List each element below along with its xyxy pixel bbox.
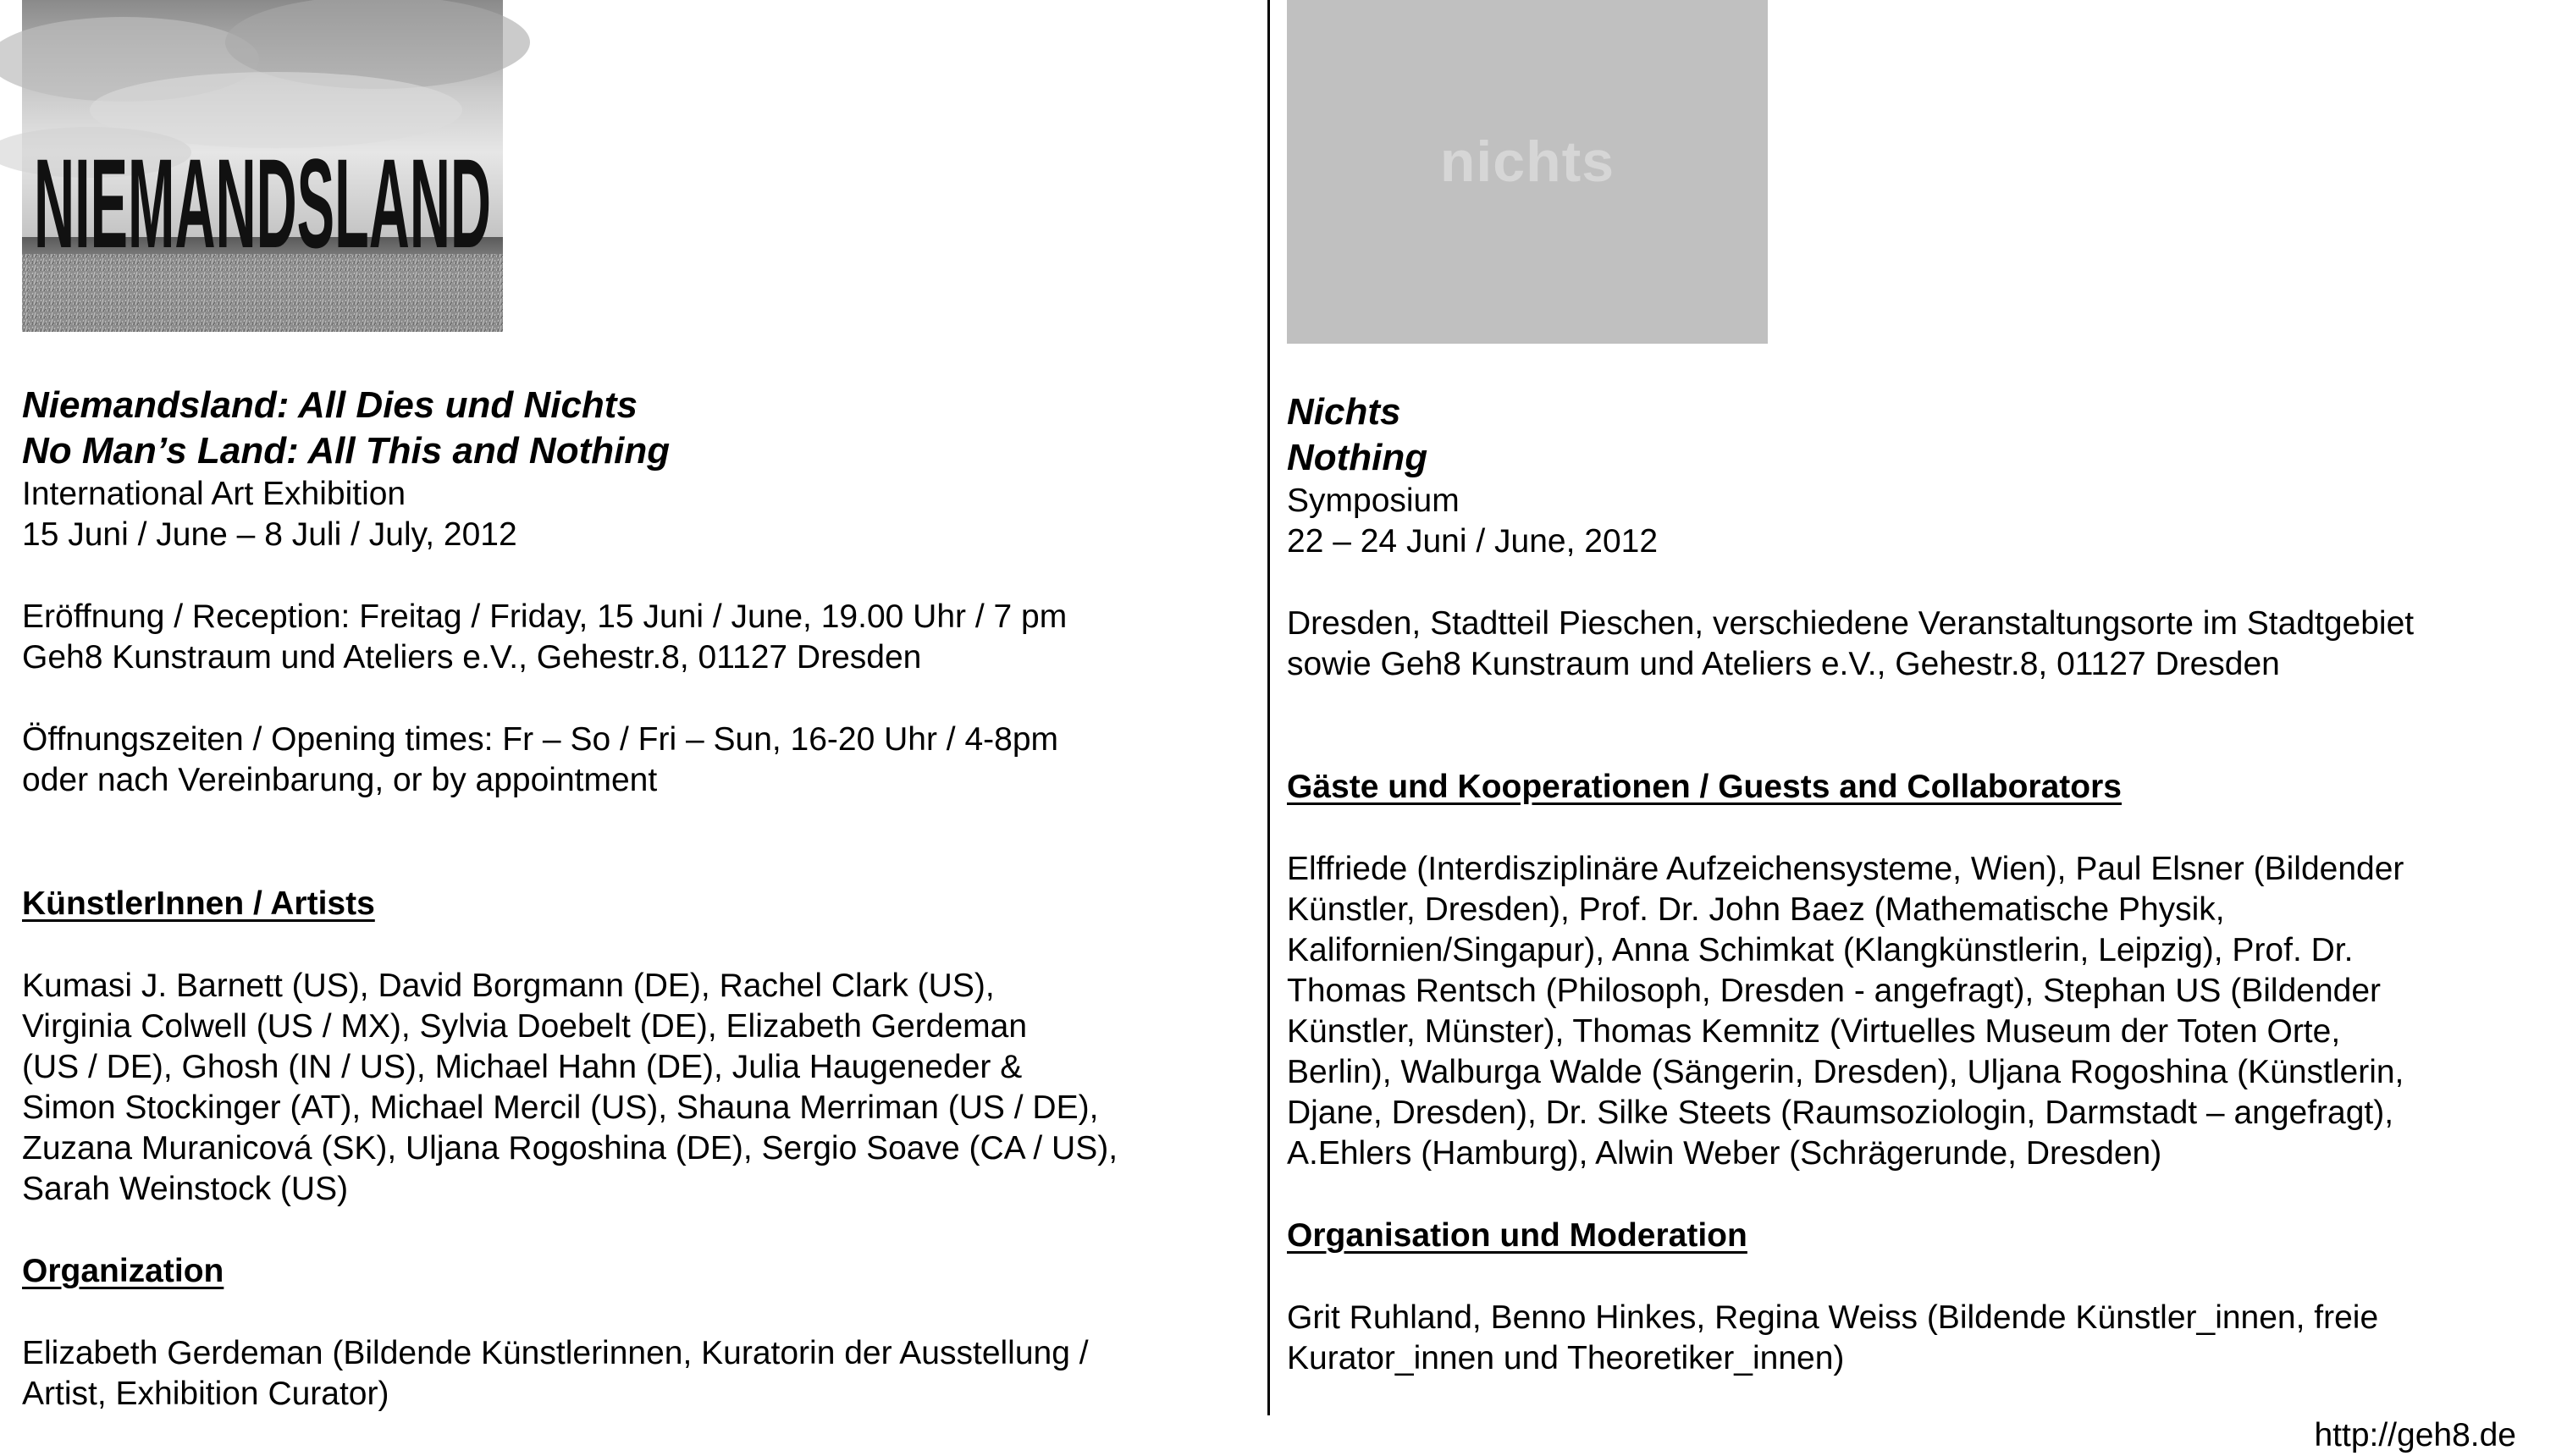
- website-link[interactable]: http://geh8.de: [2314, 1417, 2516, 1453]
- artists-list-line: Simon Stockinger (AT), Michael Mercil (US), Shauna Merriman (US / DE),: [22, 1089, 1099, 1126]
- symposium-column: [1287, 0, 2540, 1449]
- guests-list-line: Berlin), Walburga Walde (Sängerin, Dresden), Uljana Rogoshina (Künstlerin,: [1287, 1054, 2404, 1090]
- guests-list-line: Elffriede (Interdisziplinäre Aufzeichensysteme, Wien), Paul Elsner (Bildender: [1287, 851, 2404, 887]
- organization-heading: Organization: [22, 1253, 224, 1289]
- organization-line: Elizabeth Gerdeman (Bildende Künstlerinnen, Kuratorin der Ausstellung /: [22, 1335, 1089, 1371]
- exhibition-column: [22, 0, 1250, 1449]
- guests-list-line: Djane, Dresden), Dr. Silke Steets (Raumsoziologin, Darmstadt – angefragt),: [1287, 1095, 2394, 1131]
- exhibition-title-de: Niemandsland: All Dies und Nichts: [22, 384, 638, 426]
- organization-line: Artist, Exhibition Curator): [22, 1376, 389, 1412]
- artists-list-line: (US / DE), Ghosh (IN / US), Michael Hahn (DE), Julia Haugeneder &: [22, 1049, 1023, 1085]
- artists-list-line: Zuzana Muranicová (SK), Uljana Rogoshina (DE), Sergio Soave (CA / US),: [22, 1130, 1118, 1166]
- moderation-line: Kurator_innen und Theoretiker_innen): [1287, 1340, 1845, 1376]
- exhibition-title-en: No Man’s Land: All This and Nothing: [22, 430, 671, 472]
- artists-list-line: Kumasi J. Barnett (US), David Borgmann (DE), Rachel Clark (US),: [22, 968, 995, 1004]
- guests-list-line: Künstler, Münster), Thomas Kemnitz (Virtuelles Museum der Toten Orte,: [1287, 1013, 2341, 1050]
- guests-heading: Gäste und Kooperationen / Guests and Collaborators: [1287, 769, 2122, 805]
- reception-line-1: Eröffnung / Reception: Freitag / Friday, 15 Juni / June, 19.00 Uhr / 7 pm: [22, 598, 1068, 635]
- symposium-subtitle: Symposium: [1287, 483, 1460, 519]
- venue-line-2: sowie Geh8 Kunstraum und Ateliers e.V., Gehestr.8, 01127 Dresden: [1287, 646, 2280, 682]
- opening-times-line-1: Öffnungszeiten / Opening times: Fr – So / Fri – Sun, 16-20 Uhr / 4-8pm: [22, 721, 1059, 758]
- symposium-title-de: Nichts: [1287, 391, 1401, 433]
- opening-times-line-2: oder nach Vereinbarung, or by appointment: [22, 762, 658, 798]
- moderation-heading: Organisation und Moderation: [1287, 1217, 1747, 1254]
- artists-heading: KünstlerInnen / Artists: [22, 885, 375, 922]
- moderation-line: Grit Ruhland, Benno Hinkes, Regina Weiss (Bildende Künstler_innen, freie: [1287, 1299, 2379, 1336]
- venue-line-1: Dresden, Stadtteil Pieschen, verschiedene Veranstaltungsorte im Stadtgebiet: [1287, 605, 2415, 642]
- guests-list-line: A.Ehlers (Hamburg), Alwin Weber (Schrägerunde, Dresden): [1287, 1135, 2162, 1172]
- nichts-image-label: nichts: [1439, 130, 1615, 194]
- reception-line-2: Geh8 Kunstraum und Ateliers e.V., Gehestr.8, 01127 Dresden: [22, 639, 922, 676]
- guests-list-line: Kalifornien/Singapur), Anna Schimkat (Klangkünstlerin, Leipzig), Prof. Dr.: [1287, 932, 2354, 968]
- artists-list-line: Virginia Colwell (US / MX), Sylvia Doebelt (DE), Elizabeth Gerdeman: [22, 1008, 1028, 1045]
- symposium-dates: 22 – 24 Juni / June, 2012: [1287, 523, 1659, 560]
- guests-list-line: Thomas Rentsch (Philosoph, Dresden - angefragt), Stephan US (Bildender: [1287, 973, 2382, 1009]
- symposium-title-en: Nothing: [1287, 437, 1428, 478]
- exhibition-subtitle: International Art Exhibition: [22, 476, 406, 512]
- artists-list-line: Sarah Weinstock (US): [22, 1171, 349, 1207]
- column-divider: [1267, 0, 1270, 1415]
- niemandsland-image-label: NIEMANDSLAND: [34, 132, 491, 274]
- guests-list-line: Künstler, Dresden), Prof. Dr. John Baez (Mathematische Physik,: [1287, 891, 2225, 928]
- exhibition-dates: 15 Juni / June – 8 Juli / July, 2012: [22, 516, 517, 553]
